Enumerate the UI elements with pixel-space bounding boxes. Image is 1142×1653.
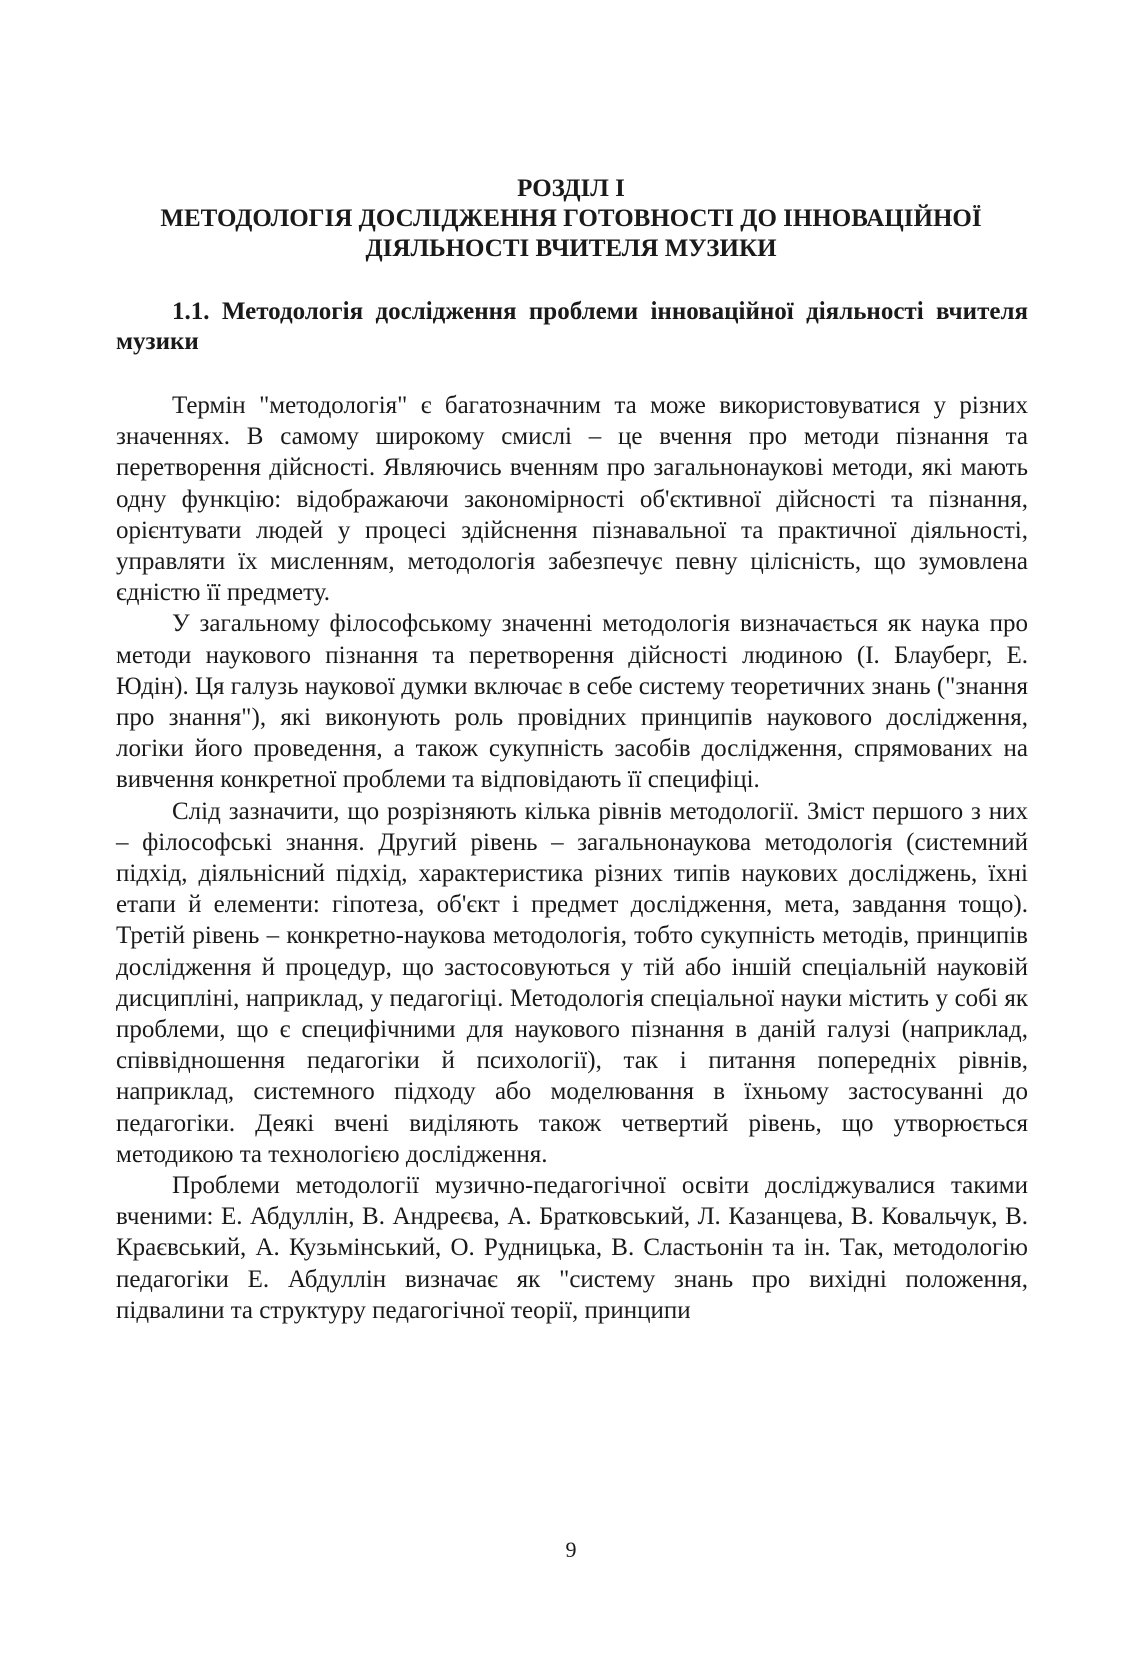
section-heading: 1.1. Методологія дослідження проблеми інноваційної діяльності вчителя музики	[116, 298, 1028, 355]
body-text	[116, 390, 1028, 1326]
paragraph: Термін "методологія" є багатозначним та може використовуватися у різних значеннях. В самому широкому смислі – це вчення про методи пізнання та перетворення дійсності. Являючись вченням про загальнонаукові методи, які мають одну функцію: відображаючи закономірності об'єктивної дійсності та пізнання, орієнтувати людей у процесі здійснення пізнавальної та практичної діяльності, управляти їх мисленням, методологія забезпечує певну цілісність, що зумовлена єдністю її предмету.	[116, 392, 1028, 607]
chapter-heading	[100, 174, 1042, 264]
paragraph: Слід зазначити, що розрізняють кілька рівнів методології. Зміст першого з них – філософські знання. Другий рівень – загальнонаукова методологія (системний підхід, діяльнісний підхід, характеристика різних типів наукових досліджень, їхні етапи й елементи: гіпотеза, об'єкт і предмет дослідження, мета, завдання тощо). Третій рівень – конкретно-наукова методологія, тобто сукупність методів, принципів дослідження й процедур, що застосовуються у тій або іншій спеціальній науковій дисципліні, наприклад, у педагогіці. Методологія спеціальної науки містить у собі як проблеми, що є специфічними для наукового пізнання в даній галузі (наприклад, співвідношення педагогіки й психології), так і питання попередніх рівнів, наприклад, системного підходу або моделювання в їхньому застосуванні до педагогіки. Деякі вчені виділяють також четвертий рівень, що утворюється методикою та технологією дослідження.	[116, 797, 1028, 1168]
chapter-label: РОЗДІЛ І	[517, 175, 625, 202]
paragraph: Проблеми методології музично-педагогічної освіти досліджувалися такими вченими: Е. Абдуллін, В. Андреєва, А. Братковський, Л. Казанцева, В. Ковальчук, В. Краєвський, А. Кузьмінський, О. Рудницька, В. Сластьонін та ін. Так, методологію педагогіки Е. Абдуллін визначає як "систему знань про вихідні положення, підвалини та структуру педагогічної теорії, принципи	[116, 1172, 1028, 1324]
chapter-title-line-1: МЕТОДОЛОГІЯ ДОСЛІДЖЕННЯ ГОТОВНОСТІ ДО ІННОВАЦІЙНОЇ	[160, 205, 982, 232]
paragraph: У загальному філософському значенні методологія визначається як наука про методи наукового пізнання та перетворення дійсності людиною (І. Блауберг, Е. Юдін). Ця галузь наукової думки включає в себе систему теоретичних знань ("знання про знання"), які виконують роль провідних принципів наукового дослідження, логіки його проведення, а також сукупність засобів дослідження, спрямованих на вивчення конкретної проблеми та відповідають її специфіці.	[116, 610, 1028, 794]
chapter-title-line-2: ДІЯЛЬНОСТІ ВЧИТЕЛЯ МУЗИКИ	[365, 235, 777, 262]
page-number: 9	[565, 1537, 577, 1562]
